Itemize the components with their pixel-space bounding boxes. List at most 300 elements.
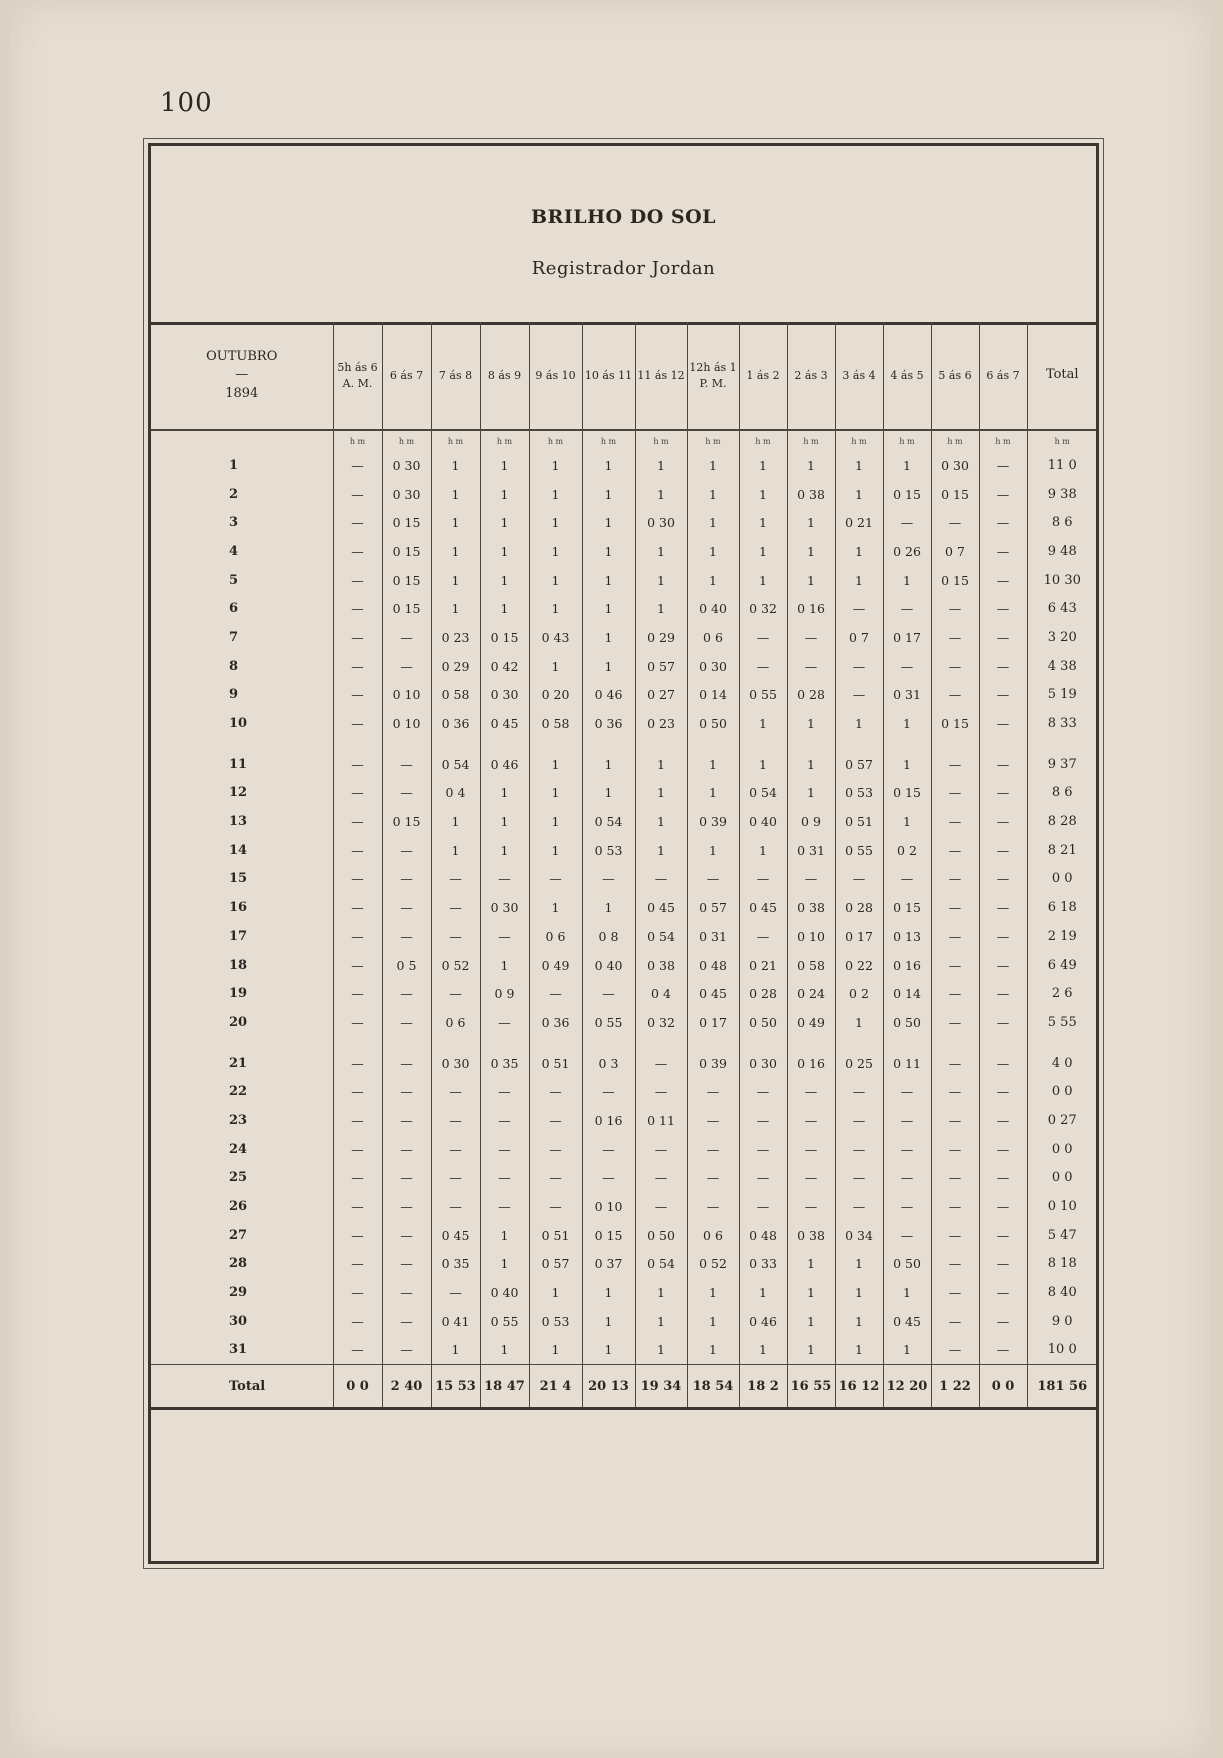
duration-cell: — [931,807,979,836]
duration-cell: — [787,865,835,894]
duration-cell: 1 [529,893,582,922]
duration-cell: — [333,893,382,922]
row-total-cell: 10 30 [1027,566,1097,595]
day-cell: 10 [229,716,248,732]
book-page [10,0,1210,1758]
duration-cell: — [931,1192,979,1221]
duration-cell: 1 [635,566,687,595]
duration-cell: 1 [687,566,739,595]
column-header-label: 2 ás 3 [794,368,828,382]
column-header-period: P. M. [699,376,727,390]
column-header [480,322,529,430]
duration-cell: 0 36 [529,1008,582,1037]
duration-cell: — [739,922,787,951]
duration-cell: — [931,1135,979,1164]
duration-cell: 1 [687,508,739,537]
table-row [151,1037,1097,1078]
duration-cell: 1 [835,1250,883,1279]
duration-cell: — [979,451,1027,480]
duration-cell: — [382,865,431,894]
duration-cell: 1 [529,779,582,808]
duration-cell: — [382,979,431,1008]
duration-cell: 0 54 [431,738,480,779]
duration-cell: — [883,1192,931,1221]
duration-cell: — [687,1106,739,1135]
duration-cell: 0 29 [431,652,480,681]
unit-label: h m [635,430,687,451]
duration-cell: — [431,893,480,922]
duration-cell: 1 [529,652,582,681]
duration-cell: — [979,779,1027,808]
table-row [151,451,1097,480]
duration-cell: 0 38 [635,951,687,980]
row-total-cell: 8 33 [1027,709,1097,738]
duration-cell: 0 46 [582,681,635,710]
duration-cell: — [931,623,979,652]
duration-cell: 1 [480,1221,529,1250]
day-cell: 18 [229,957,248,973]
duration-cell: — [979,979,1027,1008]
duration-cell: 1 [835,480,883,509]
duration-cell: — [333,566,382,595]
row-total-cell: 8 6 [1027,779,1097,808]
duration-cell: — [382,1250,431,1279]
duration-cell: 0 26 [883,537,931,566]
duration-cell: 0 51 [529,1037,582,1078]
duration-cell: 0 49 [787,1008,835,1037]
duration-cell: — [687,1077,739,1106]
duration-cell: 1 [582,566,635,595]
column-total-cell: 18 47 [480,1365,529,1409]
duration-cell: 0 54 [582,807,635,836]
column-header [382,322,431,430]
day-cell: 22 [229,1084,248,1100]
duration-cell: 1 [687,451,739,480]
duration-cell: 1 [582,1307,635,1336]
day-cell: 20 [229,1014,248,1030]
duration-cell: 1 [835,451,883,480]
duration-cell: 0 6 [431,1008,480,1037]
column-header-label: Total [1045,367,1079,383]
duration-cell: 0 55 [582,1008,635,1037]
column-total-cell: 18 54 [687,1365,739,1409]
duration-cell: — [431,1077,480,1106]
row-total-cell: 0 27 [1027,1106,1097,1135]
duration-cell: — [333,508,382,537]
duration-cell: 0 14 [883,979,931,1008]
duration-cell: 0 45 [635,893,687,922]
duration-cell: 0 45 [739,893,787,922]
duration-cell: — [431,1164,480,1193]
duration-cell: — [931,1077,979,1106]
column-header [1027,322,1097,430]
duration-cell: — [333,738,382,779]
duration-cell: 1 [787,537,835,566]
column-header-label: 6 ás 7 [389,368,424,382]
duration-cell: 1 [431,1336,480,1365]
day-cell: 13 [229,814,248,830]
duration-cell: 0 38 [787,1221,835,1250]
duration-cell: 0 28 [835,893,883,922]
duration-cell: 0 30 [687,652,739,681]
duration-cell: — [635,1037,687,1078]
unit-label: h m [687,430,739,451]
duration-cell: 0 32 [635,1008,687,1037]
duration-cell: — [931,1250,979,1279]
duration-cell: 0 30 [382,451,431,480]
row-total-cell: 4 38 [1027,652,1097,681]
duration-cell: — [333,922,382,951]
duration-cell: — [333,681,382,710]
duration-cell: 0 11 [883,1037,931,1078]
duration-cell: — [333,1037,382,1078]
duration-cell: 0 52 [687,1250,739,1279]
column-header [931,322,979,430]
duration-cell: 1 [687,836,739,865]
duration-cell: 1 [635,1278,687,1307]
duration-cell: 0 31 [883,681,931,710]
duration-cell: 1 [480,779,529,808]
row-total-cell: 2 19 [1027,922,1097,951]
day-cell: 5 [229,572,239,588]
duration-cell: — [979,1037,1027,1078]
duration-cell: 0 10 [382,681,431,710]
duration-cell: 0 36 [582,709,635,738]
duration-cell: — [931,779,979,808]
unit-cell-empty [151,430,333,451]
column-header [582,322,635,430]
duration-cell: 1 [635,451,687,480]
duration-cell: — [979,1077,1027,1106]
duration-cell: 0 6 [687,1221,739,1250]
duration-cell: — [739,1164,787,1193]
total-label: Total [151,1365,333,1409]
duration-cell: 1 [787,1250,835,1279]
unit-label: h m [382,430,431,451]
duration-cell: — [931,951,979,980]
column-total-cell: 2 40 [382,1365,431,1409]
column-header [687,322,739,430]
column-header-label: 11 ás 12 [637,368,685,382]
column-header-label: 1 ás 2 [746,368,780,382]
duration-cell: 0 16 [787,594,835,623]
table-row [151,951,1097,980]
duration-cell: — [382,1164,431,1193]
duration-cell: 0 33 [739,1250,787,1279]
duration-cell: 0 2 [883,836,931,865]
duration-cell: 0 10 [787,922,835,951]
heading-box [151,146,1096,325]
duration-cell: — [979,893,1027,922]
duration-cell: 0 14 [687,681,739,710]
duration-cell: 1 [687,738,739,779]
duration-cell: 1 [582,537,635,566]
duration-cell: 1 [883,1336,931,1365]
duration-cell: — [739,1192,787,1221]
unit-label: h m [835,430,883,451]
month-header [151,322,333,430]
duration-cell: 1 [529,508,582,537]
duration-cell: 1 [480,537,529,566]
duration-cell: — [739,623,787,652]
day-cell: 3 [229,515,239,531]
duration-cell: 0 22 [835,951,883,980]
duration-cell: — [635,865,687,894]
duration-cell: — [382,1336,431,1365]
duration-cell: — [835,681,883,710]
duration-cell: 0 23 [635,709,687,738]
duration-cell: 0 16 [883,951,931,980]
duration-cell: — [979,1008,1027,1037]
column-total-cell: 19 34 [635,1365,687,1409]
duration-cell: 0 48 [739,1221,787,1250]
duration-cell: 1 [635,738,687,779]
duration-cell: 0 53 [582,836,635,865]
duration-cell: — [687,1192,739,1221]
column-total-cell: 20 13 [582,1365,635,1409]
duration-cell: — [979,594,1027,623]
duration-cell: 0 45 [480,709,529,738]
duration-cell: — [480,1008,529,1037]
day-cell: 21 [229,1055,248,1071]
duration-cell: — [979,623,1027,652]
duration-cell: — [931,893,979,922]
duration-cell: 0 51 [835,807,883,836]
duration-cell: — [529,865,582,894]
day-cell: 30 [229,1313,248,1329]
unit-label: h m [529,430,582,451]
duration-cell: — [382,1307,431,1336]
duration-cell: — [480,865,529,894]
duration-cell: — [582,865,635,894]
duration-cell: — [333,652,382,681]
duration-cell: — [333,1250,382,1279]
duration-cell: — [382,1278,431,1307]
duration-cell: — [787,623,835,652]
duration-cell: 0 30 [931,451,979,480]
duration-cell: — [883,1164,931,1193]
duration-cell: — [979,1307,1027,1336]
row-total-cell: 9 38 [1027,480,1097,509]
duration-cell: 0 39 [687,1037,739,1078]
row-total-cell: 0 0 [1027,1164,1097,1193]
duration-cell: 0 40 [687,594,739,623]
duration-cell: 1 [529,1278,582,1307]
duration-cell: 0 10 [582,1192,635,1221]
column-total-cell: 21 4 [529,1365,582,1409]
row-total-cell: 2 6 [1027,979,1097,1008]
duration-cell: — [883,1135,931,1164]
table-row [151,979,1097,1008]
duration-cell: — [382,922,431,951]
duration-cell: — [787,1192,835,1221]
row-total-cell: 8 28 [1027,807,1097,836]
duration-cell: — [931,1307,979,1336]
duration-cell: 1 [582,893,635,922]
duration-cell: 1 [480,807,529,836]
duration-cell: — [382,1106,431,1135]
duration-cell: 0 15 [382,594,431,623]
row-total-cell: 8 21 [1027,836,1097,865]
row-total-cell: 9 48 [1027,537,1097,566]
duration-cell: 0 4 [431,779,480,808]
year-label: 1894 [225,385,259,401]
table-row [151,709,1097,738]
duration-cell: — [480,922,529,951]
row-total-cell: 4 0 [1027,1037,1097,1078]
duration-cell: — [931,1278,979,1307]
duration-cell: — [582,979,635,1008]
duration-cell: — [883,508,931,537]
table-row [151,1164,1097,1193]
duration-cell: 0 58 [787,951,835,980]
duration-cell: — [635,1192,687,1221]
duration-cell: 1 [883,738,931,779]
day-cell: 23 [229,1112,248,1128]
table-row [151,922,1097,951]
table-row [151,1106,1097,1135]
duration-cell: — [333,836,382,865]
table-row [151,1336,1097,1365]
duration-cell: 1 [787,508,835,537]
duration-cell: 0 45 [687,979,739,1008]
column-total-cell: 15 53 [431,1365,480,1409]
table-row [151,652,1097,681]
duration-cell: 0 32 [739,594,787,623]
duration-cell: 1 [635,594,687,623]
duration-cell: 0 45 [883,1307,931,1336]
duration-cell: — [382,893,431,922]
day-cell: 24 [229,1141,248,1157]
duration-cell: 0 40 [739,807,787,836]
duration-cell: — [529,1135,582,1164]
duration-cell: 1 [480,1250,529,1279]
sunshine-table-wrap [151,322,1096,1410]
duration-cell: — [382,1221,431,1250]
duration-cell: 0 30 [635,508,687,537]
duration-cell: 0 9 [787,807,835,836]
column-header-label: 9 ás 10 [535,368,576,382]
duration-cell: — [979,951,1027,980]
duration-cell: 1 [582,738,635,779]
unit-label: h m [333,430,382,451]
duration-cell: 0 15 [931,566,979,595]
sunshine-table [151,322,1097,1410]
duration-cell: 1 [431,836,480,865]
duration-cell: — [979,1192,1027,1221]
duration-cell: 1 [739,537,787,566]
duration-cell: — [431,1106,480,1135]
duration-cell: — [687,1135,739,1164]
duration-cell: 0 16 [582,1106,635,1135]
row-total-cell: 10 0 [1027,1336,1097,1365]
duration-cell: 0 10 [382,709,431,738]
duration-cell: 1 [480,951,529,980]
duration-cell: 1 [787,1307,835,1336]
row-total-cell: 3 20 [1027,623,1097,652]
duration-cell: 1 [835,1278,883,1307]
table-subtitle: Registrador Jordan [531,258,716,279]
duration-cell: 0 51 [529,1221,582,1250]
unit-label: h m [787,430,835,451]
duration-cell: 0 50 [635,1221,687,1250]
duration-cell: 1 [883,1278,931,1307]
table-row [151,566,1097,595]
month-dash: — [235,367,249,383]
duration-cell: 0 6 [687,623,739,652]
duration-cell: 1 [529,480,582,509]
column-header [979,322,1027,430]
duration-cell: — [835,652,883,681]
column-total-cell: 16 55 [787,1365,835,1409]
duration-cell: — [979,807,1027,836]
duration-cell: 1 [635,779,687,808]
day-cell: 27 [229,1227,248,1243]
duration-cell: — [333,1106,382,1135]
duration-cell: 0 8 [582,922,635,951]
duration-cell: — [333,1164,382,1193]
duration-cell: — [529,1164,582,1193]
duration-cell: 1 [431,451,480,480]
duration-cell: — [333,1221,382,1250]
duration-cell: 0 15 [382,537,431,566]
duration-cell: — [835,1164,883,1193]
unit-label: h m [979,430,1027,451]
duration-cell: 0 15 [382,807,431,836]
row-total-cell: 5 19 [1027,681,1097,710]
duration-cell: 1 [635,1336,687,1365]
duration-cell: 1 [582,1278,635,1307]
duration-cell: 1 [835,1336,883,1365]
duration-cell: 1 [431,537,480,566]
duration-cell: 0 53 [835,779,883,808]
duration-cell: — [480,1192,529,1221]
duration-cell: 1 [635,836,687,865]
duration-cell: 0 54 [739,779,787,808]
duration-cell: 1 [739,508,787,537]
duration-cell: 0 4 [635,979,687,1008]
duration-cell: 0 15 [582,1221,635,1250]
duration-cell: 1 [739,451,787,480]
day-cell: 4 [229,543,239,559]
day-cell: 11 [229,756,248,772]
duration-cell: — [382,652,431,681]
table-row [151,1307,1097,1336]
duration-cell: 1 [480,566,529,595]
duration-cell: 0 54 [635,922,687,951]
day-cell: 1 [229,457,239,473]
duration-cell: 0 15 [883,480,931,509]
duration-cell: 0 58 [431,681,480,710]
duration-cell: — [333,1192,382,1221]
duration-cell: — [979,865,1027,894]
duration-cell: — [787,1164,835,1193]
day-cell: 15 [229,871,248,887]
day-cell: 19 [229,986,248,1002]
duration-cell: — [333,480,382,509]
duration-cell: 0 42 [480,652,529,681]
duration-cell: 0 40 [582,951,635,980]
duration-cell: 1 [883,566,931,595]
duration-cell: 1 [431,594,480,623]
column-header-label: 7 ás 8 [438,368,473,382]
duration-cell: — [687,865,739,894]
duration-cell: 1 [529,451,582,480]
column-header [883,322,931,430]
duration-cell: 0 23 [431,623,480,652]
duration-cell: — [787,1106,835,1135]
duration-cell: — [431,1192,480,1221]
